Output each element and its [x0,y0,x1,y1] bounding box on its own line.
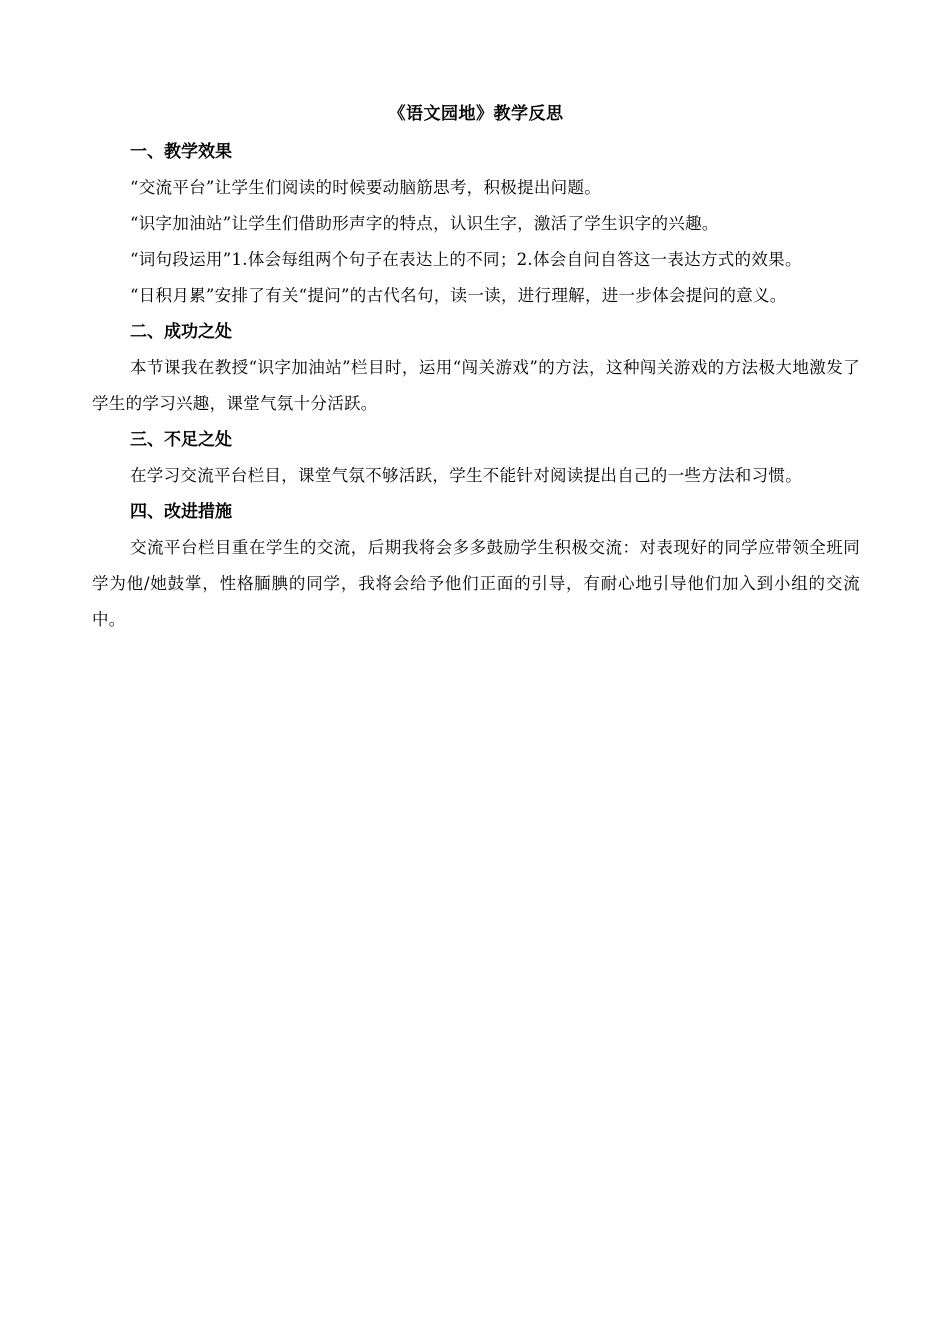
paragraph: “日积月累”安排了有关“提问”的古代名句，读一读，进行理解，进一步体会提问的意义。 [130,286,787,305]
paragraph: 交流平台栏目重在学生的交流，后期我将会多多鼓励学生积极交流：对表现好的同学应带领全班同学为他/她鼓掌，性格腼腆的同学，我将会给予他们正面的引导，有耐心地引导他们加入到小组的交流中。 [92,538,860,629]
section-improvements [92,494,860,638]
section-shortcomings [92,422,860,494]
paragraph: “交流平台”让学生们阅读的时候要动脑筋思考，积极提出问题。 [130,178,602,197]
document-page [92,100,860,638]
paragraph: 本节课我在教授“识字加油站”栏目时，运用“闯关游戏”的方法，这种闯关游戏的方法极大地激发了学生的学习兴趣，课堂气氛十分活跃。 [92,358,860,413]
document-title: 《语文园地》教学反思 [388,104,564,124]
section-heading: 二、成功之处 [130,322,232,342]
section-successes [92,314,860,422]
paragraph: 在学习交流平台栏目，课堂气氛不够活跃，学生不能针对阅读提出自己的一些方法和习惯。 [130,466,802,485]
section-heading: 一、教学效果 [130,142,232,162]
paragraph: “词句段运用”1.体会每组两个句子在表达上的不同；2.体会自问自答这一表达方式的效果。 [130,250,802,269]
section-heading: 四、改进措施 [130,502,232,522]
section-heading: 三、不足之处 [130,430,232,450]
paragraph: “识字加油站”让学生们借助形声字的特点，认识生字，激活了学生识字的兴趣。 [130,214,719,233]
section-teaching-effect [92,134,860,314]
